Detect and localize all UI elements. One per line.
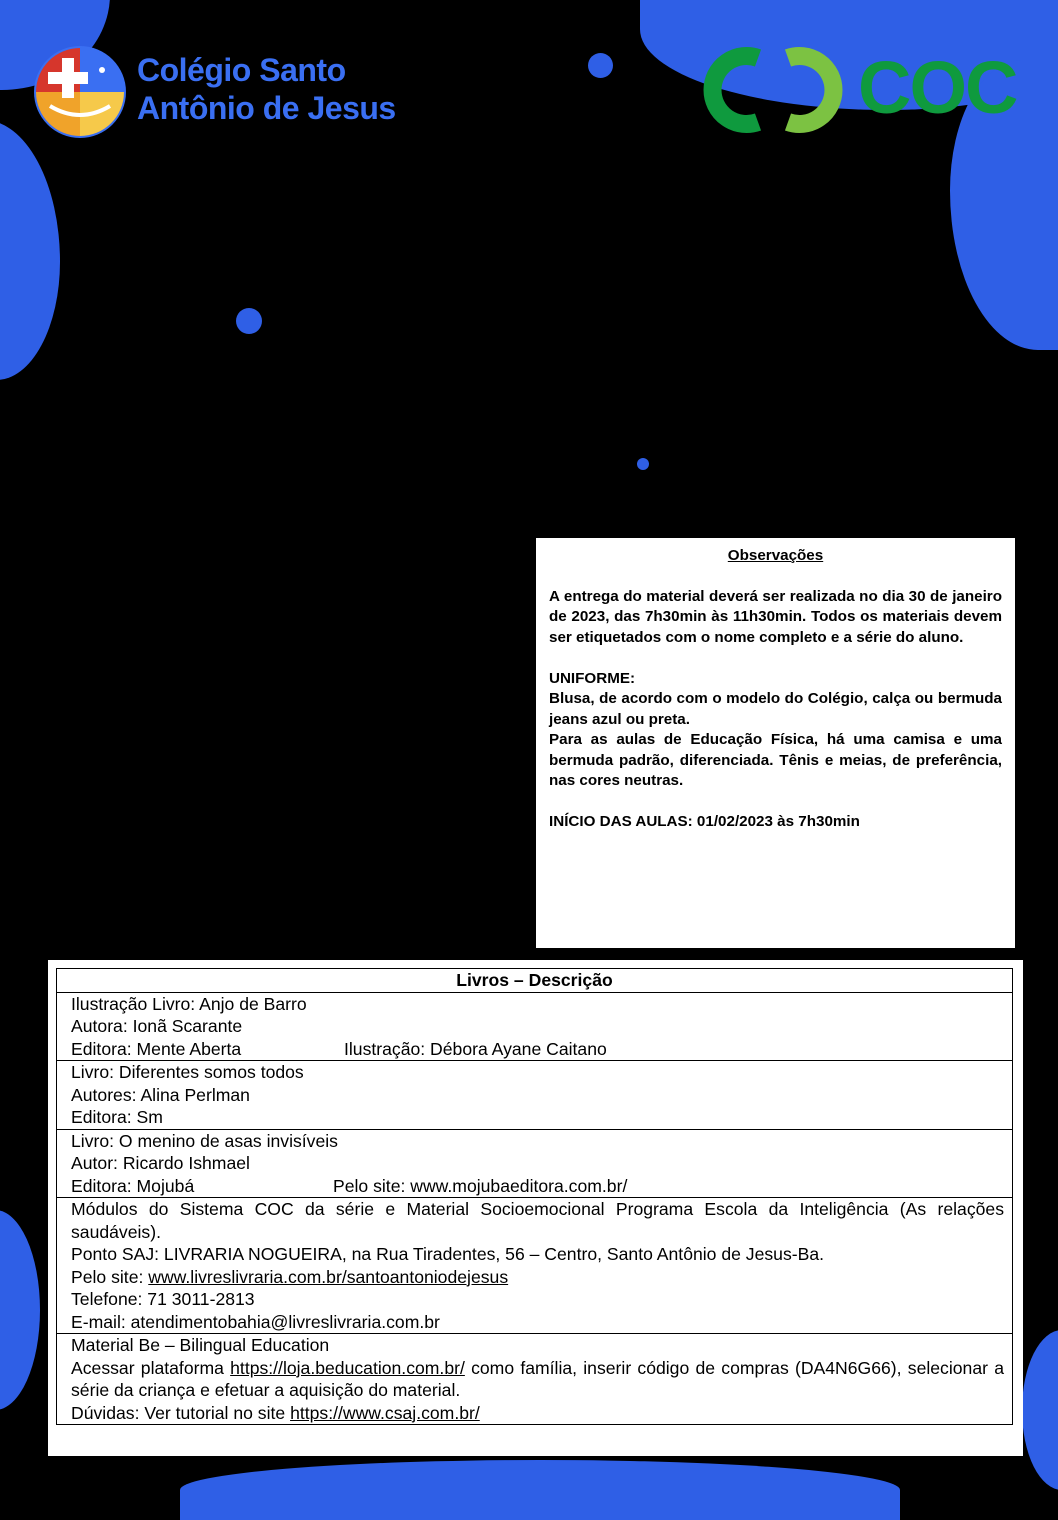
coc-modules-text: Módulos do Sistema COC da série e Material Socioemocional Programa Escola da Inteligência (As relações saudáveis).	[71, 1199, 1004, 1242]
books-panel	[48, 960, 1023, 1456]
table-row	[57, 1198, 1013, 1334]
be-store-link[interactable]: https://loja.beducation.com.br/	[230, 1357, 465, 1378]
decor-dot	[637, 458, 649, 470]
coc-emblem-icon	[698, 40, 848, 140]
book1-title: Ilustração Livro: Anjo de Barro	[71, 993, 307, 1014]
decor-blob-bottom-right	[1022, 1330, 1058, 1490]
delivery-note: A entrega do material deverá ser realizada no dia 30 de janeiro de 2023, das 7h30min às 11h30min. Todos os materiais devem ser etiquetados com o nome completo e a série do aluno.	[549, 587, 1002, 646]
observations-title: Observações	[727, 547, 824, 564]
books-table-header: Livros – Descrição	[57, 969, 1013, 993]
book3-title: Livro: O menino de asas invisíveis	[71, 1130, 338, 1151]
uniform-title: UNIFORME:	[549, 669, 636, 687]
book3-publisher: Editora: Mojubá	[71, 1175, 195, 1196]
decor-dot	[588, 53, 613, 78]
coc-store-link[interactable]: www.livreslivraria.com.br/santoantoniodejesus	[148, 1266, 509, 1287]
decor-dot	[236, 308, 262, 334]
books-table	[56, 968, 1013, 1425]
book3-site: Pelo site: www.mojubaeditora.com.br/	[333, 1175, 628, 1196]
table-row	[57, 1061, 1013, 1130]
book1-illustrator: Ilustração: Débora Ayane Caitano	[344, 1038, 607, 1059]
observations-box	[536, 538, 1015, 948]
school-name-line1: Colégio Santo	[137, 52, 346, 88]
classes-start: INÍCIO DAS AULAS: 01/02/2023 às 7h30min	[549, 813, 860, 830]
be-help-link[interactable]: https://www.csaj.com.br/	[290, 1402, 480, 1423]
table-row	[57, 1129, 1013, 1198]
be-text-after: como família, inserir código de compras (DA4N6G66), selecionar a série da criança e efetuar a aquisição do material.	[71, 1357, 1004, 1400]
uniform-line2: Para as aulas de Educação Física, há uma camisa e uma bermuda padrão, diferenciada. Tênis e meias, de preferência, nas cores neutras.	[549, 731, 1002, 789]
book3-author: Autor: Ricardo Ishmael	[71, 1153, 250, 1173]
coc-logo-text: COC	[858, 46, 1017, 129]
table-row	[57, 1334, 1013, 1425]
decor-blob-left-edge	[0, 120, 60, 380]
be-help-label: Dúvidas: Ver tutorial no site	[71, 1402, 291, 1423]
book2-publisher: Editora: Sm	[71, 1107, 163, 1127]
school-crest-icon	[30, 44, 130, 140]
school-logo	[30, 44, 470, 140]
book1-author: Autora: Ionã Scarante	[71, 1016, 243, 1036]
book1-publisher: Editora: Mente Aberta	[71, 1038, 242, 1059]
be-text-before: Acessar plataforma	[71, 1357, 231, 1378]
coc-site-label: Pelo site:	[71, 1266, 149, 1287]
school-name-line2: Antônio de Jesus	[137, 90, 396, 126]
book2-author: Autores: Alina Perlman	[71, 1084, 250, 1105]
be-title: Material Be – Bilingual Education	[71, 1335, 330, 1355]
book2-title: Livro: Diferentes somos todos	[71, 1062, 304, 1082]
uniform-line1: Blusa, de acordo com o modelo do Colégio, calça ou bermuda jeans azul ou preta.	[549, 690, 1002, 728]
table-row	[57, 992, 1013, 1061]
decor-blob-bottom-left	[0, 1210, 40, 1410]
coc-logo	[698, 40, 1038, 140]
coc-store-email: E-mail: atendimentobahia@livreslivraria.com.br	[71, 1311, 440, 1332]
coc-store-location: Ponto SAJ: LIVRARIA NOGUEIRA, na Rua Tiradentes, 56 – Centro, Santo Antônio de Jesus-Ba.	[71, 1244, 825, 1264]
decor-blob-bottom	[180, 1460, 900, 1520]
coc-store-phone: Telefone: 71 3011-2813	[71, 1289, 255, 1309]
